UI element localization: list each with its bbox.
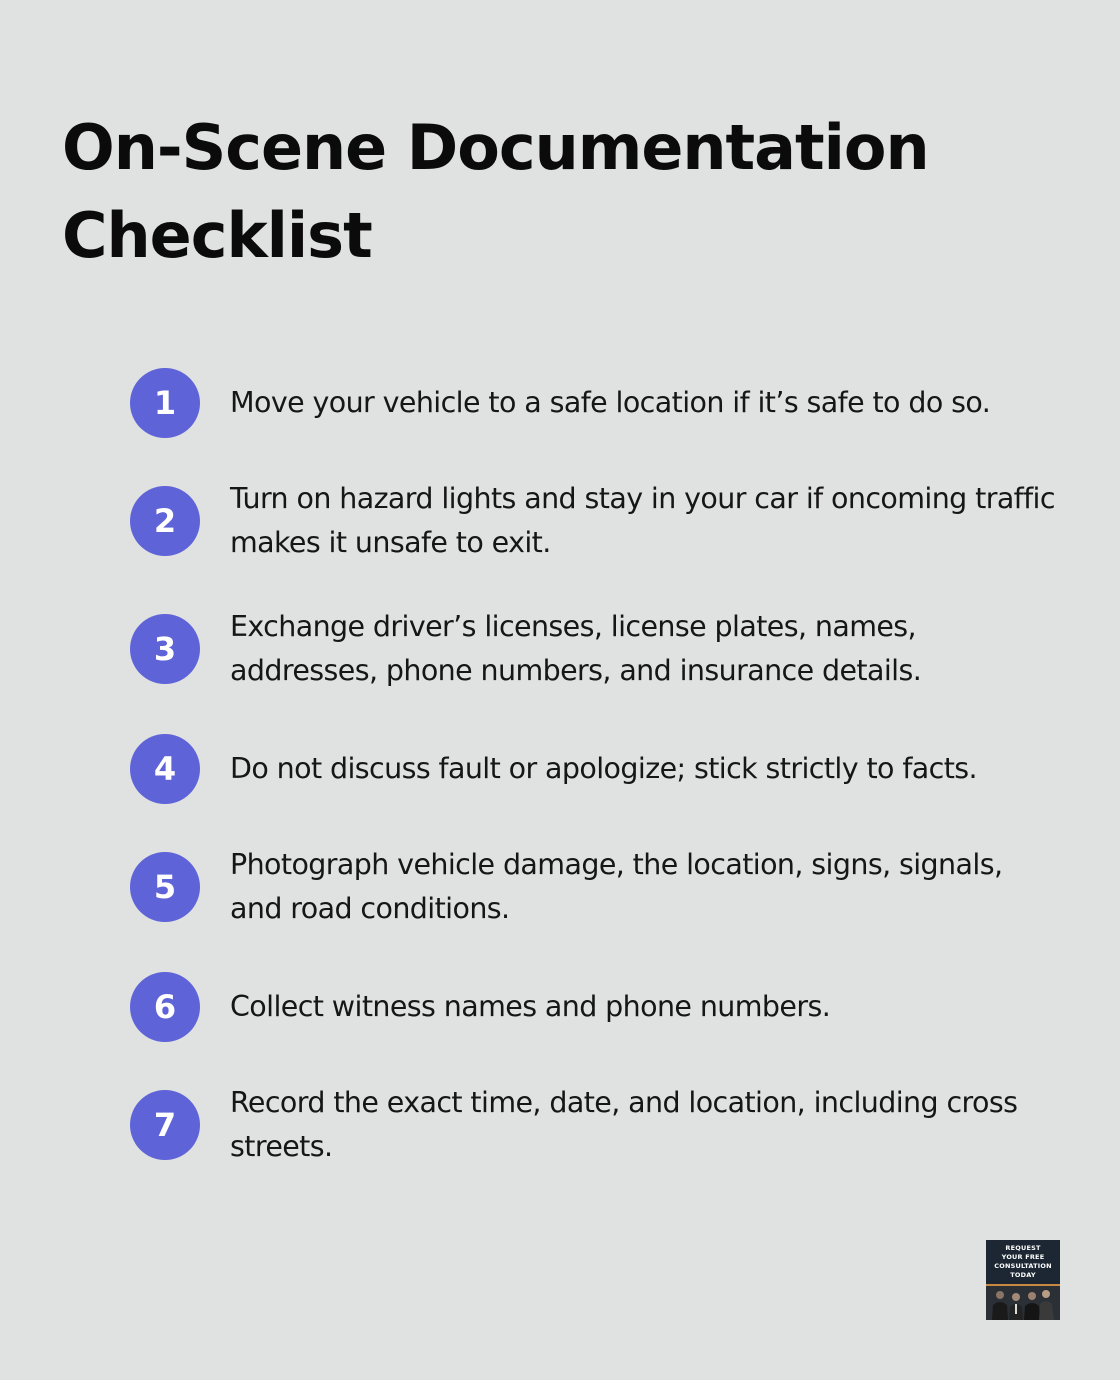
promo-line: CONSULTATION	[994, 1262, 1052, 1270]
page-title: On-Scene Documentation Checklist	[62, 111, 929, 272]
step-text: Turn on hazard lights and stay in your car if oncoming traffic makes it unsafe to exit.	[230, 482, 1055, 559]
step-text: Move your vehicle to a safe location if it’s safe to do so.	[230, 386, 991, 419]
promo-line: REQUEST	[1005, 1244, 1041, 1252]
step-number-badge: 5	[130, 852, 200, 922]
attorneys-photo	[986, 1286, 1060, 1320]
step-text: Do not discuss fault or apologize; stick strictly to facts.	[230, 752, 978, 785]
checklist-item	[130, 610, 1070, 687]
step-number-badge: 6	[130, 972, 200, 1042]
step-number-badge: 1	[130, 368, 200, 438]
promo-line: YOUR FREE	[1001, 1253, 1045, 1261]
checklist-item	[130, 1086, 1070, 1163]
step-text: Exchange driver’s licenses, license plates, names, addresses, phone numbers, and insurance details.	[230, 610, 922, 687]
step-number-badge: 2	[130, 486, 200, 556]
checklist-item	[130, 972, 1070, 1042]
checklist-item	[130, 482, 1070, 559]
promo-text	[986, 1244, 1060, 1280]
step-text: Collect witness names and phone numbers.	[230, 990, 831, 1023]
checklist-item	[130, 734, 1070, 804]
step-text: Photograph vehicle damage, the location, signs, signals, and road conditions.	[230, 848, 1003, 925]
step-number-badge: 4	[130, 734, 200, 804]
consultation-promo-badge[interactable]	[986, 1240, 1060, 1320]
promo-line: TODAY	[1010, 1271, 1036, 1279]
step-number-badge: 7	[130, 1090, 200, 1160]
step-text: Record the exact time, date, and location, including cross streets.	[230, 1086, 1018, 1163]
checklist-item	[130, 368, 1070, 438]
step-number-badge: 3	[130, 614, 200, 684]
checklist-item	[130, 848, 1070, 925]
